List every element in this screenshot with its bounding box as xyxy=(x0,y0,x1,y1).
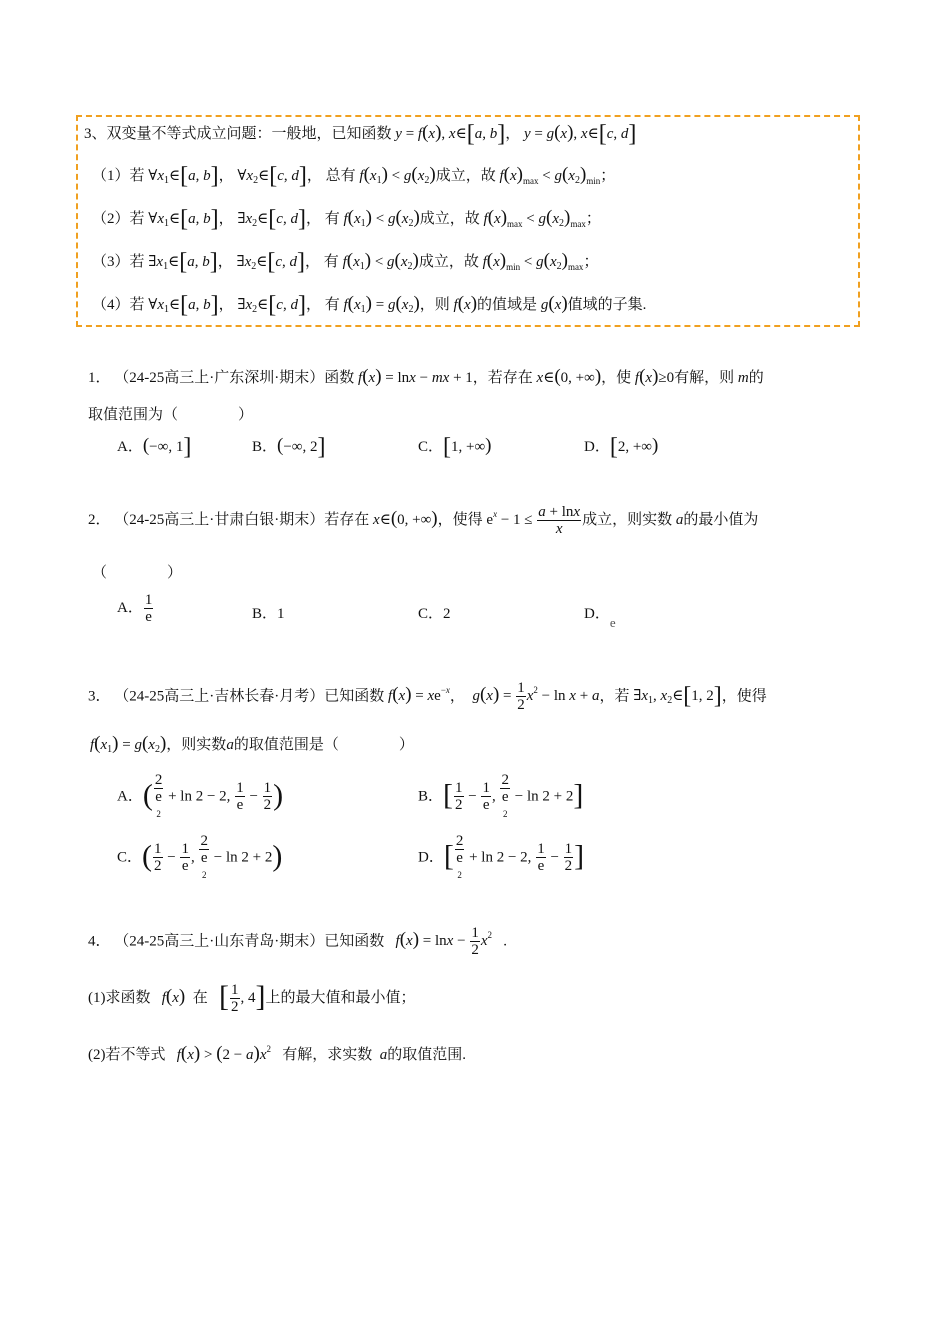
question-3-option-d[interactable]: D．[ 2 e 2 + ln 2 − 2, 1 e − 1 2] xyxy=(418,833,585,880)
question-1-option-b[interactable]: B．(−∞, 2] xyxy=(252,434,326,460)
summary-item-3: （3）若 $\exists x_1\in[a$, b]， $\exists x_2\in[c$, d]， 有 $f(x_1) < g(x_2)$成立，故 $f(x)_{min} < g(x_2)_{max}$； xyxy=(92,249,599,275)
question-1-line2: 取值范围为（ ） xyxy=(88,407,254,423)
question-1-option-d[interactable]: D．[2, +∞) xyxy=(584,434,659,460)
question-1-stem: 1． （24-25高三上·广东深圳·期末）函数 f(x) = lnx − mx + 1，若存在 x∈(0, +∞)，使 f(x)≥0有解，则 m的 xyxy=(88,366,764,387)
question-2-option-c[interactable]: C．2 xyxy=(418,606,451,622)
question-3-line2: $f(x_1) = g(x_2)$，则实数a的取值范围是（ ） xyxy=(90,733,414,755)
question-3-option-a[interactable]: A．( 2 e 2 + ln 2 − 2, 1 e − 1 2) xyxy=(117,772,284,819)
summary-item-1: （1）若 $\forall x_1\in[a$, b]， $\forall x_2\in[c$, d]， 总有 $f(x_1) < g(x_2)$成立，故 $f(x)_{max} < g(x_2)_{min}$； xyxy=(92,163,616,189)
question-2-stem: 2． （24-25高三上·甘肃白银·期末）若存在 x∈(0, +∞)，使得 $e^x - 1$ ≤ $\frac{a + \ln x}{x}$ 成立，则实数 a的最小值为 xyxy=(88,504,759,537)
question-4-part-2: (2)若不等式 $f(x) > (2 - a)x^2$ 有解，求实数 a的取值范围. xyxy=(88,1043,467,1064)
question-2-option-b[interactable]: B．1 xyxy=(252,606,285,622)
question-1-option-c[interactable]: C．[1, +∞) xyxy=(418,434,492,460)
question-source: （24-25高三上·甘肃白银·期末） xyxy=(114,511,325,528)
question-3-option-c[interactable]: C．( 1 2 − 1 e, 2 e 2 − ln 2 + 2) xyxy=(117,833,283,880)
question-source: （24-25高三上·广东深圳·期末） xyxy=(114,370,325,386)
question-2-option-d[interactable]: D．e xyxy=(584,606,616,630)
question-1-option-a[interactable]: A．(−∞, 1] xyxy=(117,434,192,460)
summary-title: 3、双变量不等式成立问题：一般地，已知函数 xyxy=(84,126,392,142)
question-2-option-a[interactable]: A． $\frac{1}{e}$ xyxy=(117,592,153,625)
summary-item-2: （2）若 $\forall x_1\in[a$, b]， $\exists x_2\in[c$, d]， 有 $f(x_1) < g(x_2)$成立，故 $f(x)_{max} < g(x_2)_{max}$； xyxy=(92,206,601,232)
question-source: （24-25高三上·山东青岛·期末） xyxy=(114,933,325,950)
summary-item-4: （4）若 $\forall x_1\in[a$, b]， $\exists x_2\in[c$, d]， 有 $f(x_1) = g(x_2)$，则 f(x)的值域是 g(x)值域的子集. xyxy=(92,292,647,318)
question-2-line2: （ ） xyxy=(92,565,183,581)
math-fx-domain: y = f(x), x∈[a, b]， y = g(x), x∈[c, d] xyxy=(395,121,637,147)
question-3-option-b[interactable]: B．[ 1 2 − 1 e, 2 e 2 − ln 2 + 2] xyxy=(418,772,584,819)
question-4-stem: 4． （24-25高三上·山东青岛·期末）已知函数 f(x) = lnx − 1 $2x^2$ . xyxy=(88,925,507,958)
question-source: （24-25高三上·吉林长春·月考） xyxy=(114,688,325,705)
question-4-part-1: (1)求函数 f(x) 在 [ 1 2, 4]上的最大值和最小值； xyxy=(88,980,416,1015)
question-3-stem: 3． （24-25高三上·吉林长春·月考）已知函数 $f(x) = xe^{-x}$， g(x) = 1 $2x^2 - \ln x + a$，若 $\exists x_1$, $x_2\in[1$, 2]，使得 xyxy=(88,680,767,713)
summary-title-line xyxy=(84,121,636,148)
